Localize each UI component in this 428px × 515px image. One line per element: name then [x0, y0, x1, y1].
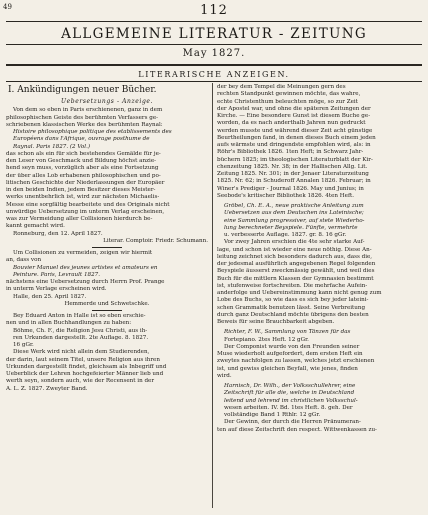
signature-place: Halle, den 25. April 1827. [13, 293, 87, 300]
text-line: ten auf diese Zeitschrift den respect. Wittwenkassen zu- [217, 426, 377, 433]
left-column [6, 84, 208, 393]
announcement-harnisch [217, 383, 422, 434]
text-line: ist, und gewiss gleichen Beyfall, wie jenes, finden [217, 365, 358, 372]
text-line: werks unentbehrlich ist, wird zur nächsten Michaelis- [6, 194, 160, 201]
book-title-line: Européens dans l'Afrique, ouvrage posthume de [13, 136, 150, 143]
section-heading: I. Ankündigungen neuer Bücher. [8, 85, 157, 95]
signature-name: Hemmerde und Schwetschke. [64, 300, 150, 307]
text-line: in den beiden Indien, jedem Besitzer dieses Meister- [6, 187, 156, 193]
text-line: Vor zwey Jahren erschien die 4te sehr starke Auf- [224, 239, 365, 246]
text-line: Der Gewinn, der durch die Herren Pränumeran- [224, 419, 361, 426]
text-line: Diese Werk wird nicht allein dem Studierenden, [13, 349, 150, 356]
text-line: echte Christenthum beleuchten möge, so zur Zeit [217, 98, 358, 105]
book-title-line: Richter, F. W., Sammlung von Tänzen für das [224, 329, 351, 336]
text-line: der jedesmal ausführlich angegebenen Regel folgenden [217, 261, 376, 267]
signature-name: Literar. Comptoir. Friedr. Schumann. [103, 237, 208, 244]
text-line: nächstens eine Uebersetzung durch Herrn Prof. Prange [6, 279, 165, 285]
text-line: aufs wärmste und dringendste empfohlen wird, als: in [217, 142, 371, 148]
text-line: unwürdige Uebersetzung im unterm Verlag erscheinen, [6, 208, 165, 215]
separator [92, 247, 122, 248]
announcement-raynal [6, 107, 208, 245]
text-line: Von dem so eben in Paris erschienenen, ganz in dem [13, 107, 163, 114]
continuation-boehme [217, 84, 422, 200]
text-line: zweytes nachfolgen zu lassen, welches jetzt erschienen [217, 358, 375, 365]
section-title: LITERARISCHE ANZEIGEN. [138, 70, 290, 79]
issue-number: 112 [200, 3, 228, 18]
text-line: anderfolge und Uebereinstimmung kann nicht genug zum [217, 290, 382, 296]
text-line: Beurtheilungen fand, in denen dieses Buch einem jeden [217, 134, 376, 141]
text-line: litischen Geschichte der Niederlassungen der Europäer [6, 179, 165, 186]
text-line: Zeitung 1825. Nr. 301; in der Jenaer Literaturzeitung [217, 171, 369, 177]
text-line: Buch für die mittlern Klassen der Gymnasien bestimmt [217, 275, 374, 282]
text-line: nen und in allen Buchhandlungen zu haben: [6, 320, 132, 327]
top-rule [6, 21, 422, 22]
book-title-line: Böhme, Ch. F., die Religion Jesu Christi, aus ih- [13, 327, 148, 334]
month-year: May 1827. [182, 48, 246, 59]
text-line: kannt gemacht wird. [6, 223, 65, 230]
double-rule [6, 64, 422, 66]
text-line: durch ganz Deutschland möchte übrigens den besten [217, 311, 369, 318]
signature-place: Ronneburg, den 12. April 1827. [13, 230, 103, 237]
text-line: worden, da es nach anderthalb Jahren nun gedruckt [217, 120, 366, 127]
book-title-line: Fortepiano. 2tes Heft. 12 gGr. [224, 336, 309, 343]
text-line: an, dass von [6, 257, 42, 264]
book-title-line: u. verbesserte Auflage. 1827. gr. 8. 16 gGr. [224, 232, 347, 238]
section-rule [6, 81, 422, 82]
text-line: philosophischen Geiste des berühmten Verfassers ge- [6, 114, 159, 121]
journal-title: ALLGEMEINE LITERATUR - ZEITUNG [61, 26, 367, 42]
text-line: der Apostel war, und ohne die späteren Zeitungen der [217, 105, 371, 112]
separator [92, 310, 122, 311]
text-line: Urkunden dargestellt findet, gleichsam als Inbegriff und [6, 363, 167, 370]
book-title-line: Bouvier Manuel des jeunes artistes et amateurs en [13, 264, 158, 271]
announcement-subheading: Uebersetzungs - Anzeige. [60, 98, 154, 105]
text-line: Ueberblick der Lehren hochgefeierter Männer lieb und [6, 371, 164, 377]
text-line: in unterm Verlage erscheinen wird. [6, 286, 107, 293]
book-title-line: Histoire philosophique politique des etablissements des [13, 129, 172, 135]
book-title-line: Peinture. Paris, Levrault 1827. [13, 271, 100, 278]
book-title-line: Raynal. Paris 1827. (2 Vol.) [13, 143, 91, 150]
book-title-line: Gröbel, Ch. E. A., neue praktische Anleitung zum [224, 203, 364, 209]
text-line: Kirche. — Eine besondere Gunst ist diesem Buche ge- [217, 113, 371, 119]
text-line: Beweis für seine Brauchbarkeit abgeben. [217, 319, 335, 325]
text-line: Muse wiederholt aufgefordert, dem ersten Heft ein [217, 351, 363, 357]
announcement-groebel [217, 203, 422, 326]
announcement-richter [217, 329, 422, 380]
book-title-line: Harnisch, Dr. Wilh., der Volksschullehrer, eine [224, 383, 356, 389]
text-line: leitung zeichnet sich besonders dadurch aus, dass die, [217, 253, 373, 260]
text-line: Der Componist wurde von den Freunden seiner [224, 343, 360, 350]
book-title-line: vollständige Band 1 Rthlr. 12 gGr. [224, 412, 321, 418]
book-title-line: Uebersetzen aus dem Deutschen ins Lateinische; [224, 210, 364, 217]
text-line: Seebode's kritischer Bibliothek 1826. 4ten Heft. [217, 192, 355, 199]
book-title-line: 16 gGr. [13, 342, 34, 348]
text-line: Bey Eduard Anton in Halle ist so eben erschie- [13, 313, 146, 319]
book-title-line: eine Sammlung progressiver, auf stete Wiederho- [224, 217, 365, 224]
text-line: büchern 1825; im theologischen Literaturblatt der Kir- [217, 156, 373, 163]
text-line: der bey dem Tempel die Meinungen gern des [217, 84, 346, 90]
text-line: schriebenen klassischen Werke des berühmten Raynal: [6, 121, 163, 128]
text-line: der darin, laut seinem Titel, unsere Religion aus ihren [6, 356, 160, 363]
announcement-bouvier [6, 250, 208, 308]
right-column [217, 84, 422, 434]
text-line: Lobe des Buchs, so wie dass es sich bey jeder lateini- [217, 297, 369, 304]
text-line: was zur Vermeidung aller Collisionen hierdurch be- [6, 216, 153, 222]
page-number: 49 [3, 3, 12, 11]
text-line: rechten Standpunkt gewinnen möchte, das wahre, [217, 91, 361, 98]
book-title-line: lung berechneter Beyspiele. Fünfte, vermehrte [224, 224, 358, 231]
book-title-line: Zeitschrift für alle die, welche in Deutschland [224, 390, 355, 397]
text-line: werth seyn, sondern auch, wie der Recensent in der [6, 378, 155, 385]
text-line: Röhr's Bibliothek 1826. 1ten Heft; in Schwarz Jahr- [217, 149, 364, 156]
column-divider [212, 83, 213, 508]
text-line: werden musste und während dieser Zeit acht günstige [217, 127, 373, 134]
text-line: hend seyn muss, vorzüglich aber als eine Fortsetzung [6, 165, 159, 172]
text-line: wird. [217, 372, 232, 379]
text-line: den Leser von Geschmack und Bildung höchst anzie- [6, 158, 157, 164]
text-line: Winer's Prediger - Journal 1826. May und Junius; in [217, 185, 364, 192]
text-line: Messe eine sorgfältig bearbeitete und des Originals nicht [6, 201, 170, 208]
book-title-line: wesen arbeiten. IV. Bd. 1tes Heft. 8. geh. Der [224, 404, 353, 411]
text-line: Beyspiele äusserst zweckmässig gewählt, und weil dies [217, 268, 375, 275]
text-line: das schon als ein für sich bestehendes Gemälde für je- [6, 150, 161, 157]
text-line: ist, stufenweise fortschreiten. Die mehrfache Aufein- [217, 282, 368, 289]
text-line: chenzeitung 1825. Nr. 38; in der Hallischen Allg. Lit. [217, 163, 368, 170]
text-line: lage, und schon ist wieder eine neue nöthig. Diese An- [217, 246, 372, 253]
book-title-line: leitend und lehrend im christlichen Volksschul- [224, 397, 358, 404]
text-line: der über alles Lob erhabenen philosophischen und po- [6, 172, 161, 179]
footer-line: A. L. Z. 1827. Zweyter Band. [6, 385, 88, 392]
text-line: 1825. Nr. 62; in Schuderoff Annalen 1826. Februar; in [217, 178, 371, 185]
announcement-boehme [6, 313, 208, 393]
title-rule [6, 44, 422, 45]
text-line: schen Grammatik benutzen lässt. Seine Verbreitung [217, 304, 366, 311]
book-title-line: ren Urkunden dargestellt. 2te Auflage. 8. 1827. [13, 334, 149, 341]
text-line: Um Collisionen zu vermeiden, zeigen wir hiermit [13, 250, 153, 256]
